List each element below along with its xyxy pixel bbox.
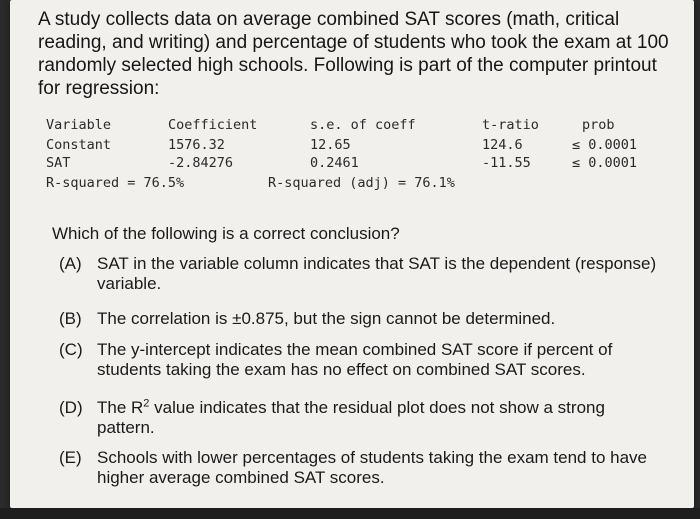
r-squared-adj: R-squared (adj) = 76.1%: [268, 175, 455, 191]
row-sat-coefficient: -2.84276: [168, 155, 234, 171]
row-constant-coefficient: 1576.32: [168, 137, 225, 153]
choice-letter: (E): [59, 448, 82, 467]
background-strip: [0, 508, 700, 519]
choice-text: The y-intercept indicates the mean combined SAT score if percent of students taking the exam has no effect on combined SAT scores.: [97, 340, 613, 379]
row-constant-se: 12.65: [310, 137, 351, 153]
row-sat-prob: ≤ 0.0001: [572, 155, 638, 171]
choice-text: The correlation is ±0.875, but the sign cannot be determined.: [97, 309, 556, 328]
r-squared: R-squared = 76.5%: [46, 175, 185, 191]
header-variable: Variable: [46, 117, 112, 133]
choice-d-text-before: The R: [97, 398, 144, 417]
row-sat-variable: SAT: [46, 155, 71, 171]
regression-printout: [46, 117, 666, 197]
choice-text: SAT in the variable column indicates that SAT is the dependent (response) variable.: [97, 254, 657, 293]
row-constant-variable: Constant: [46, 137, 112, 153]
row-sat-t-ratio: -11.55: [482, 155, 531, 171]
problem-intro: A study collects data on average combined SAT scores (math, critical reading, and writing) and percentage of students who took the exam at 100 randomly selected high schools. Following is part of the computer printout for regression:: [38, 9, 669, 99]
choice-d-text-after: value indicates that the residual plot does not show a strong pattern.: [97, 398, 605, 437]
choice-letter: (B): [59, 309, 82, 328]
header-t-ratio: t-ratio: [482, 117, 539, 133]
choice-d-superscript: 2: [143, 397, 150, 410]
row-constant-t-ratio: 124.6: [482, 137, 523, 153]
choice-letter: (C): [59, 340, 83, 359]
worksheet-page: [10, 0, 694, 508]
header-se-coeff: s.e. of coeff: [310, 117, 416, 133]
row-sat-se: 0.2461: [310, 155, 359, 171]
choice-text: [97, 398, 667, 438]
choice-text: Schools with lower percentages of students taking the exam tend to have higher average combined SAT scores.: [97, 448, 647, 487]
header-prob: prob: [582, 117, 615, 133]
row-constant-prob: ≤ 0.0001: [572, 137, 638, 153]
choice-letter: (A): [59, 254, 82, 273]
choice-letter: (D): [59, 398, 83, 417]
header-coefficient: Coefficient: [168, 117, 258, 133]
question-prompt: Which of the following is a correct conclusion?: [52, 224, 400, 243]
